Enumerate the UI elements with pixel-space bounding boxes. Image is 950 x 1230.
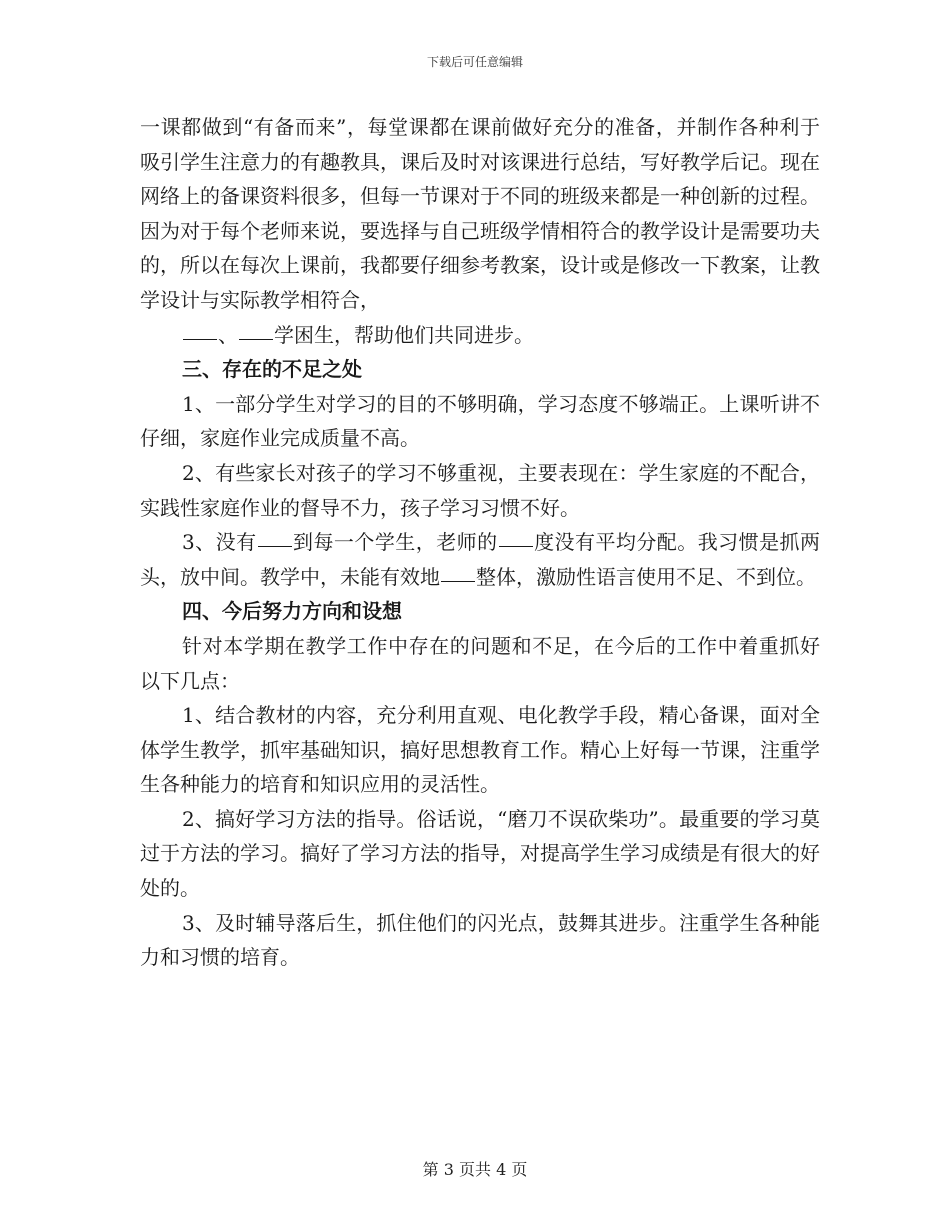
document-body [140, 110, 820, 975]
fill-blank [499, 545, 533, 547]
paragraph-plan-1: 1、结合教材的内容，充分利用直观、电化教学手段，精心备课，面对全体学生教学，抓牢基础知识，搞好思想教育工作。精心上好每一节课，注重学生各种能力的培育和知识应用的灵活性。 [140, 703, 820, 797]
fill-blank [441, 580, 475, 582]
paragraph-struggling-students: 、 学困生，帮助他们共同进步。 [140, 318, 820, 353]
paragraph-plan-2: 2、搞好学习方法的指导。俗话说，“磨刀不误砍柴功”。最重要的学习莫过于方法的学习。搞好了学习方法的指导，对提高学生学习成绩是有很大的好处的。 [140, 806, 820, 901]
page-footer: 第 3 页共 4 页 [422, 1160, 528, 1179]
paragraph-shortcoming-3: 3、没有 到每一个学生，老师的 度没有平均分配。我习惯是抓两头，放中间。教学中，未能有效地 整体，激励性语言使用不足、不到位。 [140, 530, 821, 589]
fill-blank [183, 338, 217, 340]
section-heading-future-plans: 四、今后努力方向和设想 [182, 599, 402, 624]
paragraph-shortcoming-2: 2、有些家长对孩子的学习不够重视，主要表现在：学生家庭的不配合，实践性家庭作业的督导不力，孩子学习习惯不好。 [140, 460, 820, 520]
paragraph-lesson-prep: 一课都做到“有备而来”，每堂课都在课前做好充分的准备，并制作各种利于吸引学生注意力的有趣教具，课后及时对该课进行总结，写好教学后记。现在网络上的备课资料很多，但每一节课对于不同的班级来都是一种创新的过程。因为对于每个老师来说，要选择与自己班级学情相符合的教学设计是需要功夫的，所以在每次上课前，我都要仔细参考教案，设计或是修改一下教案，让教学设计与实际教学相符合， [140, 115, 820, 312]
page-header: 下载后可任意编辑 [426, 55, 523, 69]
paragraph-future-intro: 针对本学期在教学工作中存在的问题和不足，在今后的工作中着重抓好以下几点： [140, 633, 820, 693]
paragraph-plan-3: 3、及时辅导落后生，抓住他们的闪光点，鼓舞其进步。注重学生各种能力和习惯的培育。 [140, 910, 820, 970]
fill-blank [239, 338, 273, 340]
paragraph-shortcoming-1: 1、一部分学生对学习的目的不够明确，学习态度不够端正。上课听讲不仔细，家庭作业完成质量不高。 [140, 391, 820, 451]
section-heading-shortcomings: 三、存在的不足之处 [182, 357, 362, 382]
fill-blank [258, 545, 292, 547]
